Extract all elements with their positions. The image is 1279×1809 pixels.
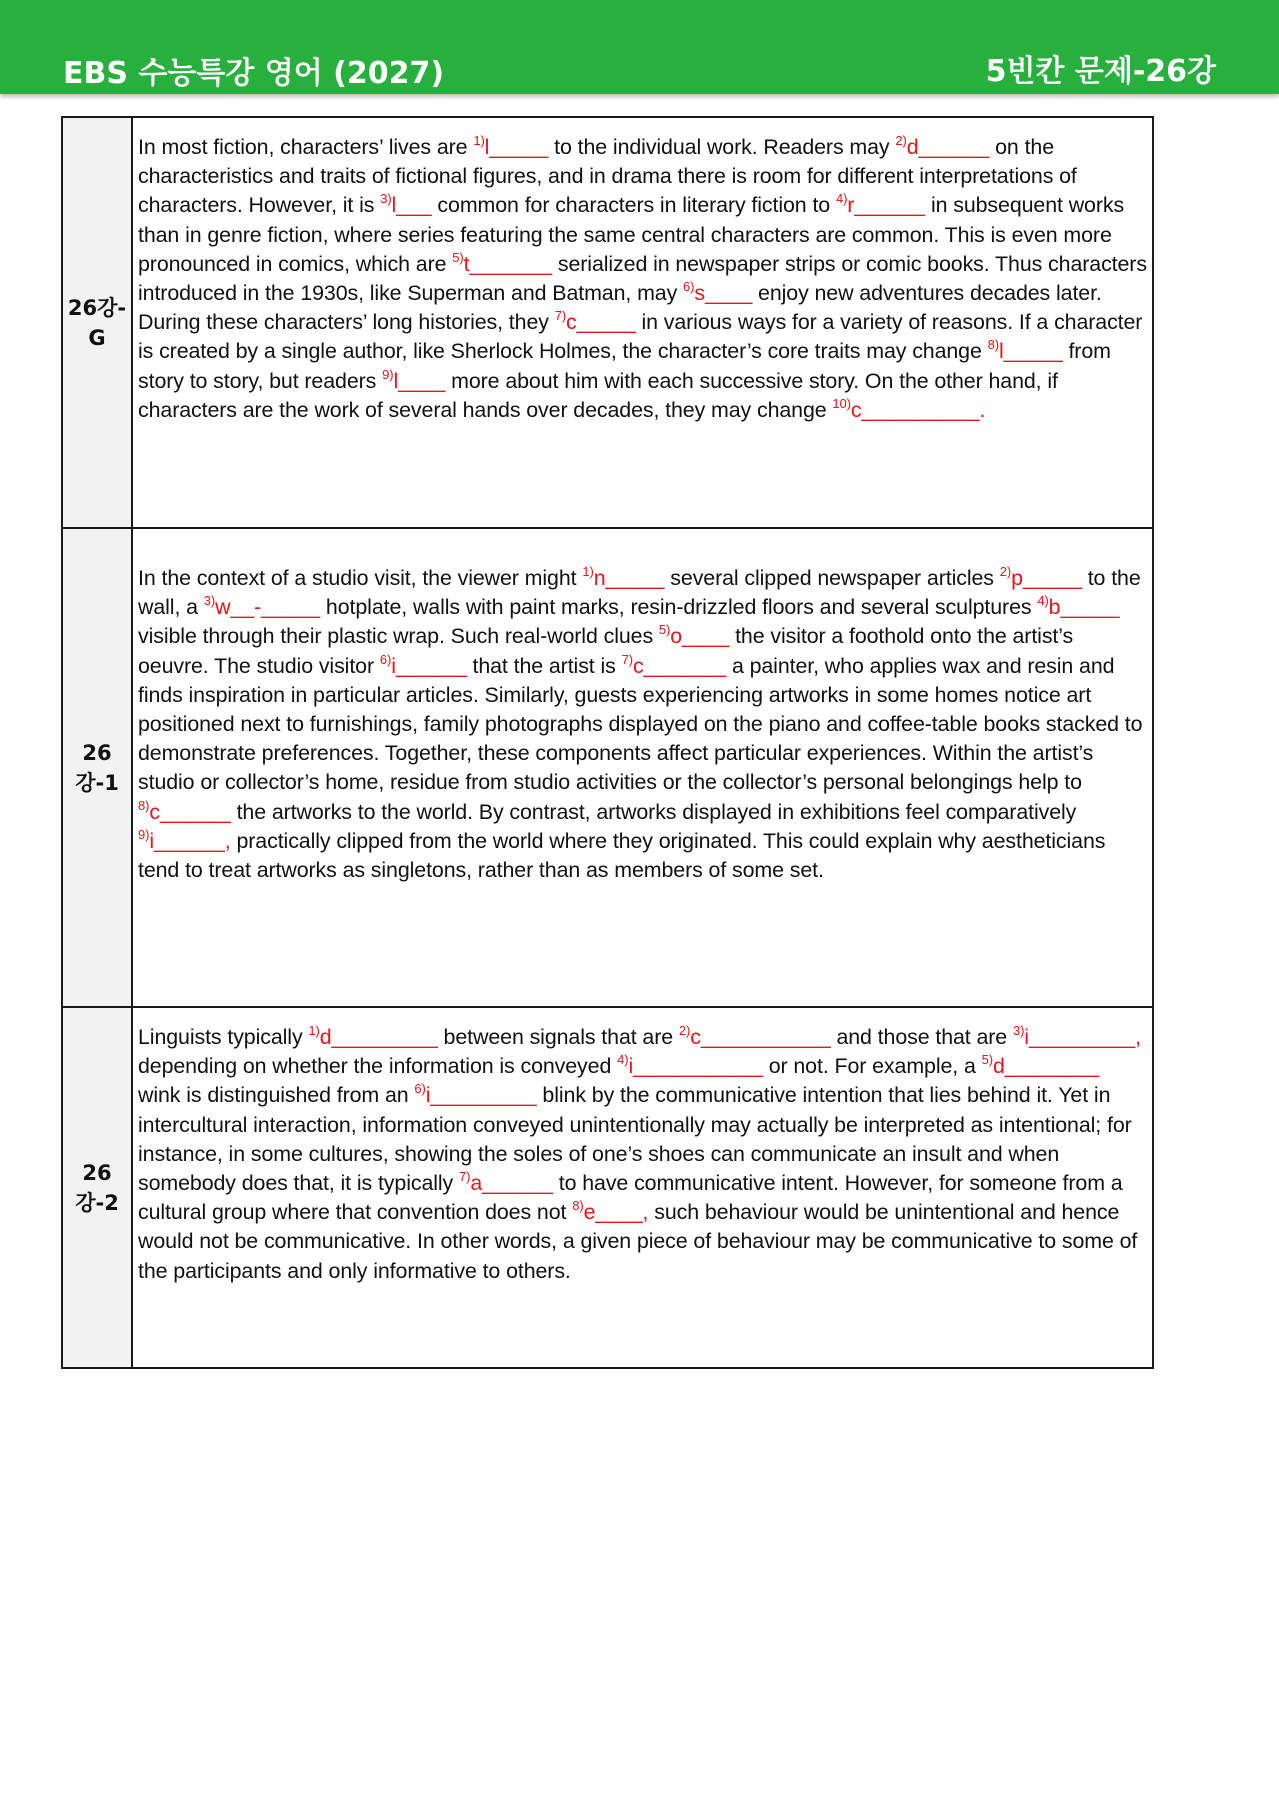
blank-number: 8) [138,797,150,813]
blank-hint: d________ [992,1054,1100,1079]
blank-number: 2) [895,133,907,148]
blank-hint: l_____ [998,339,1063,364]
passage-label-text: 26강-G [67,295,127,350]
blank-number: 5) [658,622,671,638]
blank-number: 1) [308,1023,320,1038]
passage-row [62,1007,1153,1368]
answer-blank [895,135,989,159]
passage-text-run: In the context of a studio visit, the viewer might [138,566,583,590]
answer-blank [982,1054,1100,1078]
blank-hint: r______ [847,193,926,218]
passage-text-run: Linguists typically [138,1025,309,1049]
blank-number: 7) [554,308,567,324]
passage-label [62,1007,132,1368]
passage-text-run: such behaviour would be unintentional and hence would not be communicative. In other words, a given piece of behaviour may be communicative to some of the participants and only informative to others. [138,1200,1138,1283]
blank-hint: s____ [694,281,753,306]
blank-hint: l___ [391,193,432,218]
answer-blank [555,310,636,334]
blank-number: 8) [572,1198,584,1214]
passage-text-run: In most fiction, characters’ lives are [138,135,474,159]
blank-hint: c______ [149,799,231,824]
blank-hint: o____ [670,624,730,649]
answer-blank [380,193,431,217]
blank-hint: i______, [149,828,231,853]
blank-hint: b_____ [1048,595,1120,620]
answer-blank [1037,595,1119,619]
answer-blank [473,135,548,159]
passage-text-run: in subsequent works than in genre fiction, where series featuring the same central characters are common. This is even more pronounced in comics, which are [138,193,1125,276]
blank-hint: p_____ [1011,566,1082,590]
passage-text-run: common for characters in literary fiction to [431,193,836,218]
answer-blank [204,595,320,619]
blank-number: 4) [617,1052,629,1068]
answer-blank [1013,1025,1141,1049]
blank-number: 9) [382,366,394,382]
answer-blank [832,395,986,422]
passage-label-text: 26강-1 [75,740,119,795]
blank-number: 3) [203,593,216,609]
passage-text-run: between signals that are [437,1025,679,1049]
blank-hint: i______ [391,653,467,678]
passage-row [62,117,1153,528]
answer-blank [382,366,446,393]
section-title: 5빈칸 문제-26강 [985,54,1216,89]
blank-hint: c_____ [566,310,636,335]
passage-text-run: blink by the communicative intention that lies behind it. Yet in intercultural interaction, information conveyed unintentionally may actually be interpreted as intentional; for instance, in some cultures, showing the soles of one’s shoes can communicate an insult and when somebody does that, it is typically [138,1083,1132,1196]
blank-number: 8) [987,337,999,353]
answer-blank [452,249,553,276]
answer-blank [659,624,729,648]
blank-hint: i___________ [628,1054,763,1079]
book-title: EBS 수능특강 영어 (2027) [63,56,445,91]
blank-number: 10) [832,395,851,411]
passage-text [132,117,1153,528]
answer-blank [988,339,1063,363]
passage-text-run: more about him with each successive story. On the other hand, if characters are the work of several hands over decades, they may change [138,368,1058,422]
blank-number: 1) [473,133,485,148]
passage-text-run: in various ways for a variety of reasons. If a character is created by a single author, like Sherlock Holmes, the character’s core traits may change [138,310,1143,364]
blank-hint: n_____ [593,566,665,590]
blank-hint: w__-_____ [215,595,321,620]
answer-blank [138,826,231,853]
passage-text-run: practically clipped from the world where they originated. This could explain why aestheticians tend to treat artworks as singletons, rather than as members of some set. [138,828,1106,883]
answer-blank [459,1171,553,1195]
answer-blank [138,797,231,824]
passage-text-run: that the artist is [466,653,622,678]
answer-blank [582,566,664,590]
passage-text-run: to the individual work. Readers may [548,135,896,159]
passage-text-run: a painter, who applies wax and resin and finds inspiration in particular articles. Similarly, guests experiencing artworks in some homes notice art positioned next to furnishings, family photographs displayed on the piano and coffee-table books stacked to demonstrate preferences. Together, these components affect particular experiences. Within the artist’s studio or collector’s home, residue from studio activities or the collector’s personal belongings help to [138,653,1143,795]
blank-number: 4) [835,191,848,207]
passage-text-run: the visitor a foothold onto the artist’s oeuvre. The studio visitor [138,624,1074,678]
passage-text-run: to have communicative intent. However, for someone from a cultural group where that convention does not [138,1171,1123,1225]
passage-text-run: on the characteristics and traits of fictional figures, and in drama there is room for different interpretations of characters. However, it is [138,135,1077,218]
answer-blank [836,193,925,217]
passage-row [62,528,1153,1007]
answer-blank [572,1200,648,1224]
blank-number: 5) [981,1052,993,1068]
blank-number: 7) [458,1169,471,1185]
answer-blank [1000,566,1082,590]
answer-blank [617,1054,763,1078]
answer-blank [379,651,467,678]
passage-text-run: wink is distinguished from an [138,1083,415,1108]
passage-text-run: to the wall, a [138,566,1141,620]
answer-blank [621,651,727,678]
blank-hint: l____ [393,368,446,393]
passage-text [132,1007,1153,1368]
passage-text-run: hotplate, walls with paint marks, resin-drizzled floors and several sculptures [320,595,1038,620]
passage-text-run: several clipped newspaper articles [664,566,1000,590]
blank-hint: d_________ [319,1025,438,1049]
blank-number: 3) [380,191,392,207]
blank-number: 1) [582,564,594,579]
answer-blank [308,1025,437,1049]
blank-hint: l_____ [484,135,549,159]
answer-blank [683,281,752,305]
passage-text-run: enjoy new adventures decades later. During these characters’ long histories, they [138,281,1102,335]
passage-text-run: from story to story, but readers [138,339,1111,393]
blank-number: 6) [414,1081,426,1097]
blank-number: 5) [452,249,464,265]
blank-number: 6) [683,279,695,295]
answer-blank [679,1025,831,1049]
blank-hint: c__________. [850,397,986,422]
blank-hint: a______ [470,1171,553,1196]
passage-text-run: serialized in newspaper strips or comic books. Thus characters introduced in the 1930s, like Superman and Batman, may [138,251,1147,306]
blank-hint: c___________ [690,1025,831,1049]
passage-table [61,116,1154,1369]
blank-hint: t_______ [463,251,553,276]
blank-hint: e____, [583,1200,649,1225]
passage-text-run: the artworks to the world. By contrast, artworks displayed in exhibitions feel comparatively [230,799,1077,824]
blank-number: 7) [621,651,633,667]
blank-hint: c_______ [632,653,727,678]
blank-hint: d______ [906,135,990,159]
blank-number: 2) [999,564,1012,579]
passage-label [62,528,132,1007]
passage-text-run: visible through their plastic wrap. Such real-world clues [138,624,659,649]
passage-label-text: 26강-2 [75,1160,119,1215]
passage-text-run: or not. For example, a [762,1054,982,1079]
blank-number: 4) [1037,593,1049,609]
passage-label [62,117,132,528]
blank-number: 2) [678,1023,691,1038]
blank-number: 6) [379,651,392,667]
blank-hint: i_________ [425,1083,537,1108]
blank-hint: i_________, [1024,1025,1141,1049]
answer-blank [414,1083,536,1107]
passage-text-run: depending on whether the information is conveyed [138,1054,618,1079]
header-bar [0,0,1279,94]
passage-text [132,528,1153,1007]
blank-number: 3) [1012,1023,1025,1038]
passage-text-run: and those that are [830,1025,1013,1049]
blank-number: 9) [138,826,150,842]
